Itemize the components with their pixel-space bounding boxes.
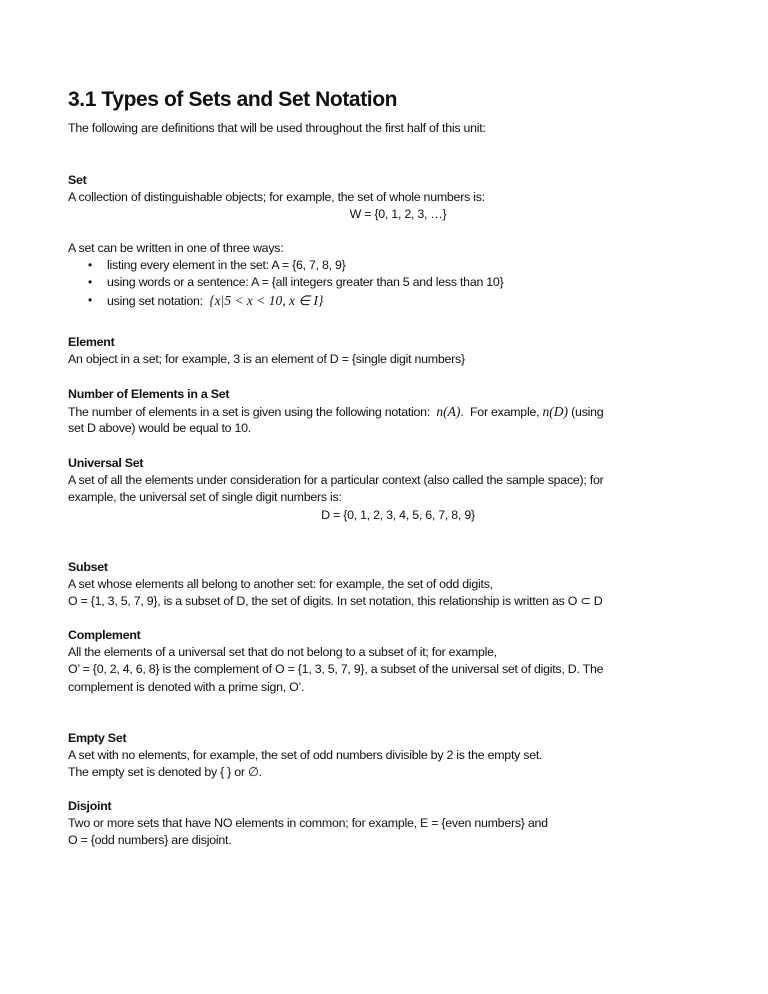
ways-list <box>68 257 728 309</box>
definition-text: complement is denoted with a prime sign, O’. <box>68 679 305 694</box>
definition-text: example, the universal set of single digit numbers is: <box>68 490 342 505</box>
definition-set <box>68 172 728 224</box>
list-item: • listing every element in the set: A = {6, 7, 8, 9} <box>68 257 728 274</box>
example-set-d: D = {0, 1, 2, 3, 4, 5, 6, 7, 8, 9} <box>321 507 475 522</box>
definition-number-of-elements <box>68 386 728 438</box>
term-heading: Subset <box>68 560 108 574</box>
definition-text: An object in a set; for example, 3 is an element of D = {single digit numbers} <box>68 352 465 367</box>
definition-text: Two or more sets that have NO elements in common; for example, E = {even numbers} and <box>68 816 548 831</box>
definition-empty-set <box>68 730 728 782</box>
term-heading: Disjoint <box>68 799 112 813</box>
list-item: • using words or a sentence: A = {all integers greater than 5 and less than 10} <box>68 274 728 291</box>
definition-subset <box>68 559 728 611</box>
term-heading: Element <box>68 335 115 349</box>
definition-text: A set whose elements all belong to another set: for example, the set of odd digits, <box>68 577 493 592</box>
definition-disjoint <box>68 798 728 850</box>
term-heading: Set <box>68 173 87 187</box>
definition-text: A collection of distinguishable objects; for example, the set of whole numbers is: <box>68 190 485 205</box>
example-set-w: W = {0, 1, 2, 3, …} <box>349 207 447 222</box>
term-heading: Number of Elements in a Set <box>68 387 230 401</box>
term-heading: Universal Set <box>68 456 144 470</box>
set-builder-notation: {x|5 < x < 10, x ∈ I} <box>209 292 324 308</box>
ways-lead: A set can be written in one of three ways: <box>68 241 284 255</box>
definition-text: A set of all the elements under consideration for a particular context (also called the sample space); for <box>68 473 604 488</box>
definition-complement <box>68 627 728 696</box>
term-heading: Empty Set <box>68 731 127 745</box>
bullet-prefix: using set notation: <box>107 293 210 308</box>
definition-element <box>68 334 728 368</box>
definition-text: O = {odd numbers} are disjoint. <box>68 833 232 848</box>
definition-text: O = {1, 3, 5, 7, 9}, is a subset of D, the set of digits. In set notation, this relationship is written as O ⊂ D <box>68 594 603 609</box>
set-notation-ways <box>68 240 728 309</box>
definition-text: All the elements of a universal set that do not belong to a subset of it; for example, <box>68 645 497 660</box>
definition-text: The empty set is denoted by { } or ∅. <box>68 765 262 780</box>
definition-text: The number of elements in a set is given using the following notation: n(A). For example, n(D) (using <box>68 404 604 420</box>
definition-text: O’ = {0, 2, 4, 6, 8} is the complement of O = {1, 3, 5, 7, 9}, a subset of the universal set of digits, D. The <box>68 662 604 677</box>
definition-text: A set with no elements, for example, the set of odd numbers divisible by 2 is the empty set. <box>68 748 543 763</box>
term-heading: Complement <box>68 628 141 642</box>
definition-universal-set <box>68 455 728 524</box>
definition-text: set D above) would be equal to 10. <box>68 421 251 436</box>
page-title: 3.1 Types of Sets and Set Notation <box>68 88 398 111</box>
intro-text: The following are definitions that will be used throughout the first half of this unit: <box>68 121 486 135</box>
list-item <box>68 292 728 309</box>
